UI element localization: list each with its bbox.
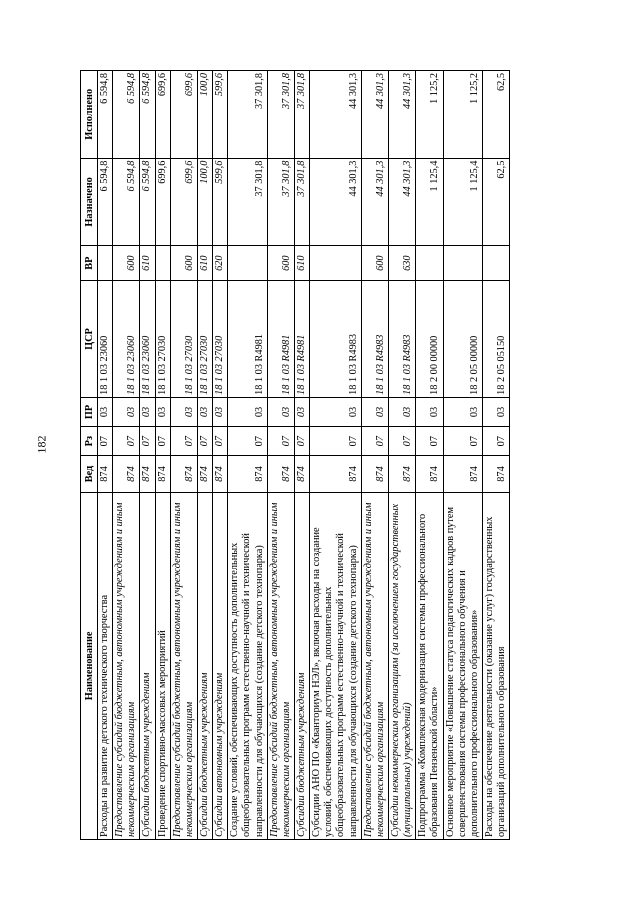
cell-pr: 03 xyxy=(228,397,267,426)
header-name: Наименование xyxy=(81,492,98,839)
cell-ved: 874 xyxy=(294,456,309,492)
cell-csr: 18 1 03 23060 xyxy=(113,281,140,398)
table-row xyxy=(294,71,309,840)
cell-ved: 874 xyxy=(155,456,170,492)
header-executed: Исполнено xyxy=(81,71,98,159)
cell-name: Предоставление субсидий бюджетным, автономным учреждениям и иным некоммерческим организациям xyxy=(170,492,197,839)
cell-rz: 07 xyxy=(294,427,309,456)
cell-pr: 03 xyxy=(443,397,482,426)
cell-executed: 1 125,2 xyxy=(416,71,443,159)
header-rz: Рз xyxy=(81,427,98,456)
cell-executed: 6 594,8 xyxy=(113,71,140,159)
cell-rz: 07 xyxy=(213,427,228,456)
cell-name: Создание условий, обеспечивающих доступность дополнительных общеобразовательных программ естественно-научной и технической направленности для обучающихся (создание детского технопарка) xyxy=(228,492,267,839)
cell-executed: 37 301,8 xyxy=(267,71,294,159)
cell-pr: 03 xyxy=(140,397,155,426)
cell-assigned: 100,0 xyxy=(197,158,212,246)
cell-name: Субсидии автономным учреждениям xyxy=(213,492,228,839)
cell-name: Субсидии бюджетным учреждениям xyxy=(197,492,212,839)
cell-pr: 03 xyxy=(416,397,443,426)
cell-ved: 874 xyxy=(140,456,155,492)
table-row xyxy=(213,71,228,840)
cell-vr: 600 xyxy=(267,246,294,281)
cell-vr xyxy=(155,246,170,281)
cell-vr: 610 xyxy=(294,246,309,281)
cell-executed: 6 594,8 xyxy=(98,71,113,159)
cell-vr: 610 xyxy=(197,246,212,281)
cell-ved: 874 xyxy=(388,456,415,492)
table-row xyxy=(482,71,509,840)
cell-name: Субсидии бюджетным учреждениям xyxy=(294,492,309,839)
cell-name: Расходы на обеспечение деятельности (оказание услуг) государственных организаций дополнительного образования xyxy=(482,492,509,839)
cell-rz: 07 xyxy=(361,427,388,456)
cell-rz: 07 xyxy=(155,427,170,456)
cell-executed: 44 301,3 xyxy=(310,71,362,159)
cell-assigned: 37 301,8 xyxy=(294,158,309,246)
cell-assigned: 37 301,8 xyxy=(267,158,294,246)
cell-vr xyxy=(416,246,443,281)
cell-csr: 18 1 03 R4983 xyxy=(310,281,362,398)
cell-rz: 07 xyxy=(267,427,294,456)
header-ved: Вед xyxy=(81,456,98,492)
cell-csr: 18 1 03 R4983 xyxy=(361,281,388,398)
cell-assigned: 699,6 xyxy=(155,158,170,246)
cell-ved: 874 xyxy=(213,456,228,492)
cell-assigned: 44 301,3 xyxy=(388,158,415,246)
cell-name: Предоставление субсидий бюджетным, автономным учреждениям и иным некоммерческим организациям xyxy=(113,492,140,839)
cell-pr: 03 xyxy=(98,397,113,426)
cell-executed: 699,6 xyxy=(155,71,170,159)
cell-pr: 03 xyxy=(170,397,197,426)
cell-csr: 18 1 03 27030 xyxy=(197,281,212,398)
cell-executed: 699,6 xyxy=(170,71,197,159)
table-row xyxy=(361,71,388,840)
cell-name: Предоставление субсидий бюджетным, автономным учреждениям и иным некоммерческим организациям xyxy=(361,492,388,839)
cell-ved: 874 xyxy=(310,456,362,492)
cell-rz: 07 xyxy=(113,427,140,456)
cell-csr: 18 1 03 23060 xyxy=(98,281,113,398)
cell-vr xyxy=(98,246,113,281)
cell-ved: 874 xyxy=(482,456,509,492)
cell-executed: 44 301,3 xyxy=(388,71,415,159)
cell-csr: 18 1 03 27030 xyxy=(170,281,197,398)
table-row xyxy=(170,71,197,840)
cell-executed: 6 594,8 xyxy=(140,71,155,159)
table-row xyxy=(416,71,443,840)
table-row xyxy=(140,71,155,840)
cell-name: Основное мероприятие «Повышение статуса педагогических кадров путем совершенствования системы профессионального обучения и дополнительного профессионального образования» xyxy=(443,492,482,839)
cell-pr: 03 xyxy=(310,397,362,426)
cell-executed: 599,6 xyxy=(213,71,228,159)
cell-vr: 630 xyxy=(388,246,415,281)
cell-ved: 874 xyxy=(267,456,294,492)
cell-vr: 620 xyxy=(213,246,228,281)
cell-rz: 07 xyxy=(310,427,362,456)
table-row xyxy=(443,71,482,840)
cell-assigned: 6 594,8 xyxy=(98,158,113,246)
cell-csr: 18 1 03 27030 xyxy=(155,281,170,398)
cell-vr xyxy=(482,246,509,281)
cell-assigned: 62,5 xyxy=(482,158,509,246)
header-assigned: Назначено xyxy=(81,158,98,246)
cell-name: Подпрограмма «Комплексная модернизация системы профессионального образования Пензенской области» xyxy=(416,492,443,839)
table-row xyxy=(267,71,294,840)
cell-csr: 18 2 05 05150 xyxy=(482,281,509,398)
page-number: 182 xyxy=(34,435,49,454)
header-pr: ПР xyxy=(81,397,98,426)
cell-assigned: 1 125,4 xyxy=(416,158,443,246)
cell-ved: 874 xyxy=(113,456,140,492)
cell-ved: 874 xyxy=(170,456,197,492)
cell-vr: 610 xyxy=(140,246,155,281)
cell-assigned: 44 301,3 xyxy=(361,158,388,246)
cell-csr: 18 1 03 R4981 xyxy=(267,281,294,398)
cell-assigned: 6 594,8 xyxy=(113,158,140,246)
cell-rz: 07 xyxy=(443,427,482,456)
cell-vr xyxy=(310,246,362,281)
cell-assigned: 599,6 xyxy=(213,158,228,246)
table-body xyxy=(98,71,510,840)
cell-vr: 600 xyxy=(113,246,140,281)
cell-vr: 600 xyxy=(361,246,388,281)
cell-ved: 874 xyxy=(416,456,443,492)
cell-name: Субсидии АНО ПО «Кванториум НЭЛ», включая расходы на создание условий, обеспечивающих доступность дополнительных общеобразовательных программ естественно-научной и технической направленности для обучающихся (создание детского технопарка) xyxy=(310,492,362,839)
cell-rz: 07 xyxy=(482,427,509,456)
cell-assigned: 44 301,3 xyxy=(310,158,362,246)
cell-csr: 18 1 03 23060 xyxy=(140,281,155,398)
cell-assigned: 699,6 xyxy=(170,158,197,246)
cell-pr: 03 xyxy=(113,397,140,426)
table-row xyxy=(310,71,362,840)
cell-pr: 03 xyxy=(155,397,170,426)
cell-pr: 03 xyxy=(197,397,212,426)
cell-rz: 07 xyxy=(140,427,155,456)
table-row xyxy=(197,71,212,840)
cell-assigned: 1 125,4 xyxy=(443,158,482,246)
cell-rz: 07 xyxy=(388,427,415,456)
budget-table-container xyxy=(80,70,550,840)
cell-vr xyxy=(443,246,482,281)
cell-name: Предоставление субсидий бюджетным, автономным учреждениям и иным некоммерческим организациям xyxy=(267,492,294,839)
cell-name: Субсидии бюджетным учреждениям xyxy=(140,492,155,839)
cell-vr: 600 xyxy=(170,246,197,281)
cell-pr: 03 xyxy=(482,397,509,426)
header-vr: ВР xyxy=(81,246,98,281)
table-row xyxy=(98,71,113,840)
cell-executed: 44 301,3 xyxy=(361,71,388,159)
table-header-row xyxy=(81,71,98,840)
cell-csr: 18 2 00 00000 xyxy=(416,281,443,398)
cell-ved: 874 xyxy=(361,456,388,492)
cell-rz: 07 xyxy=(228,427,267,456)
cell-csr: 18 1 03 R4983 xyxy=(388,281,415,398)
cell-csr: 18 1 03 R4981 xyxy=(228,281,267,398)
cell-vr xyxy=(228,246,267,281)
cell-ved: 874 xyxy=(443,456,482,492)
cell-ved: 874 xyxy=(197,456,212,492)
header-csr: ЦСР xyxy=(81,281,98,398)
cell-executed: 37 301,8 xyxy=(228,71,267,159)
cell-ved: 874 xyxy=(98,456,113,492)
budget-table xyxy=(80,70,510,840)
table-row xyxy=(113,71,140,840)
cell-name: Расходы на развитие детского технического творчества xyxy=(98,492,113,839)
cell-executed: 1 125,2 xyxy=(443,71,482,159)
cell-csr: 18 1 03 R4981 xyxy=(294,281,309,398)
cell-ved: 874 xyxy=(228,456,267,492)
cell-executed: 62,5 xyxy=(482,71,509,159)
cell-rz: 07 xyxy=(170,427,197,456)
cell-assigned: 37 301,8 xyxy=(228,158,267,246)
table-row xyxy=(388,71,415,840)
cell-assigned: 6 594,8 xyxy=(140,158,155,246)
table-row xyxy=(228,71,267,840)
cell-executed: 100,0 xyxy=(197,71,212,159)
table-row xyxy=(155,71,170,840)
cell-csr: 18 1 03 27030 xyxy=(213,281,228,398)
cell-pr: 03 xyxy=(267,397,294,426)
cell-pr: 03 xyxy=(388,397,415,426)
cell-rz: 07 xyxy=(197,427,212,456)
cell-rz: 07 xyxy=(98,427,113,456)
cell-name: Проведение спортивно-массовых мероприятий xyxy=(155,492,170,839)
cell-name: Субсидии некоммерческим организациям (за исключением государственных (муниципальных) учреждений) xyxy=(388,492,415,839)
cell-rz: 07 xyxy=(416,427,443,456)
cell-pr: 03 xyxy=(213,397,228,426)
cell-pr: 03 xyxy=(361,397,388,426)
cell-csr: 18 2 05 00000 xyxy=(443,281,482,398)
cell-executed: 37 301,8 xyxy=(294,71,309,159)
cell-pr: 03 xyxy=(294,397,309,426)
